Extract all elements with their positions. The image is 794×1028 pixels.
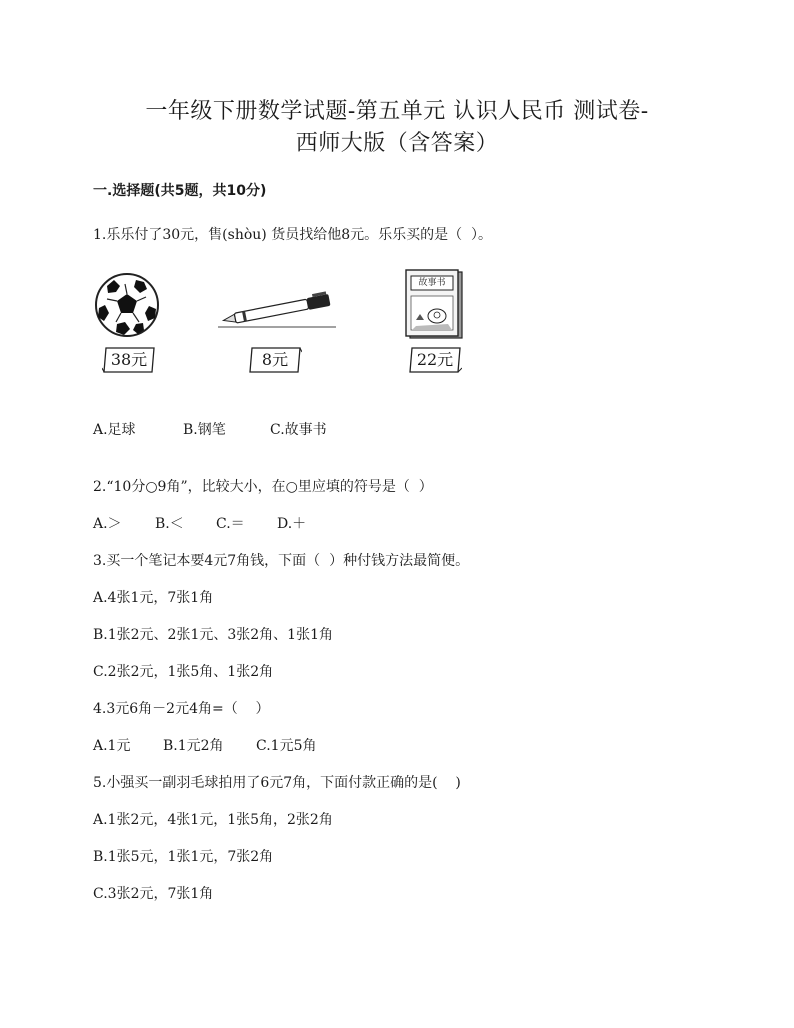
q4-option-b[interactable]: B.1元2角 (163, 738, 224, 754)
question-3-text: 3.买一个笔记本要4元7角钱，下面（ ）种付钱方法最简便。 (93, 553, 470, 569)
price-soccer-ball: 38元 (110, 350, 148, 369)
story-book-image (404, 268, 464, 340)
soccer-ball-image (94, 272, 160, 338)
price-tag-story-book (408, 346, 462, 374)
document-title-line-1: 一年级下册数学试题-第五单元 认识人民币 测试卷- (145, 99, 649, 124)
q2-option-d[interactable]: D.＋ (277, 516, 307, 532)
story-book-cover-title: 故事书 (418, 278, 446, 288)
q5-option-c[interactable]: C.3张2元，7张1角 (93, 886, 214, 902)
q1-option-b[interactable]: B.钢笔 (183, 422, 226, 438)
q1-option-a[interactable]: A.足球 (93, 422, 136, 438)
q4-option-c[interactable]: C.1元5角 (256, 738, 317, 754)
price-story-book: 22元 (416, 350, 454, 369)
question-1-text: 1.乐乐付了30元，售(shòu) 货员找给他8元。乐乐买的是（ ）。 (93, 227, 492, 243)
q1-option-c[interactable]: C.故事书 (270, 422, 327, 438)
q3-option-c[interactable]: C.2张2元，1张5角、1张2角 (93, 664, 274, 680)
question-2-text: 2.“10分○9角”，比较大小，在○里应填的符号是（ ） (93, 479, 433, 495)
q3-option-a[interactable]: A.4张1元，7张1角 (93, 590, 214, 606)
section-heading: 一.选择题(共5题，共10分) (93, 183, 267, 199)
q5-option-b[interactable]: B.1张5元，1张1元，7张2角 (93, 849, 274, 865)
question-4-text: 4.3元6角－2元4角=（ ） (93, 701, 270, 717)
price-tag-pen (248, 346, 302, 374)
q4-option-a[interactable]: A.1元 (93, 738, 131, 754)
document-title-line-2: 西师大版（含答案） (295, 131, 499, 156)
price-pen: 8元 (261, 350, 289, 369)
q2-option-c[interactable]: C.＝ (216, 516, 245, 532)
pen-image (218, 288, 336, 328)
price-tag-soccer-ball (102, 346, 156, 374)
question-5-text: 5.小强买一副羽毛球拍用了6元7角，下面付款正确的是( ) (93, 775, 461, 791)
q3-option-b[interactable]: B.1张2元、2张1元、3张2角、1张1角 (93, 627, 333, 643)
q5-option-a[interactable]: A.1张2元，4张1元，1张5角，2张2角 (93, 812, 333, 828)
q2-option-b[interactable]: B.＜ (155, 516, 184, 532)
q2-option-a[interactable]: A.＞ (93, 516, 122, 532)
